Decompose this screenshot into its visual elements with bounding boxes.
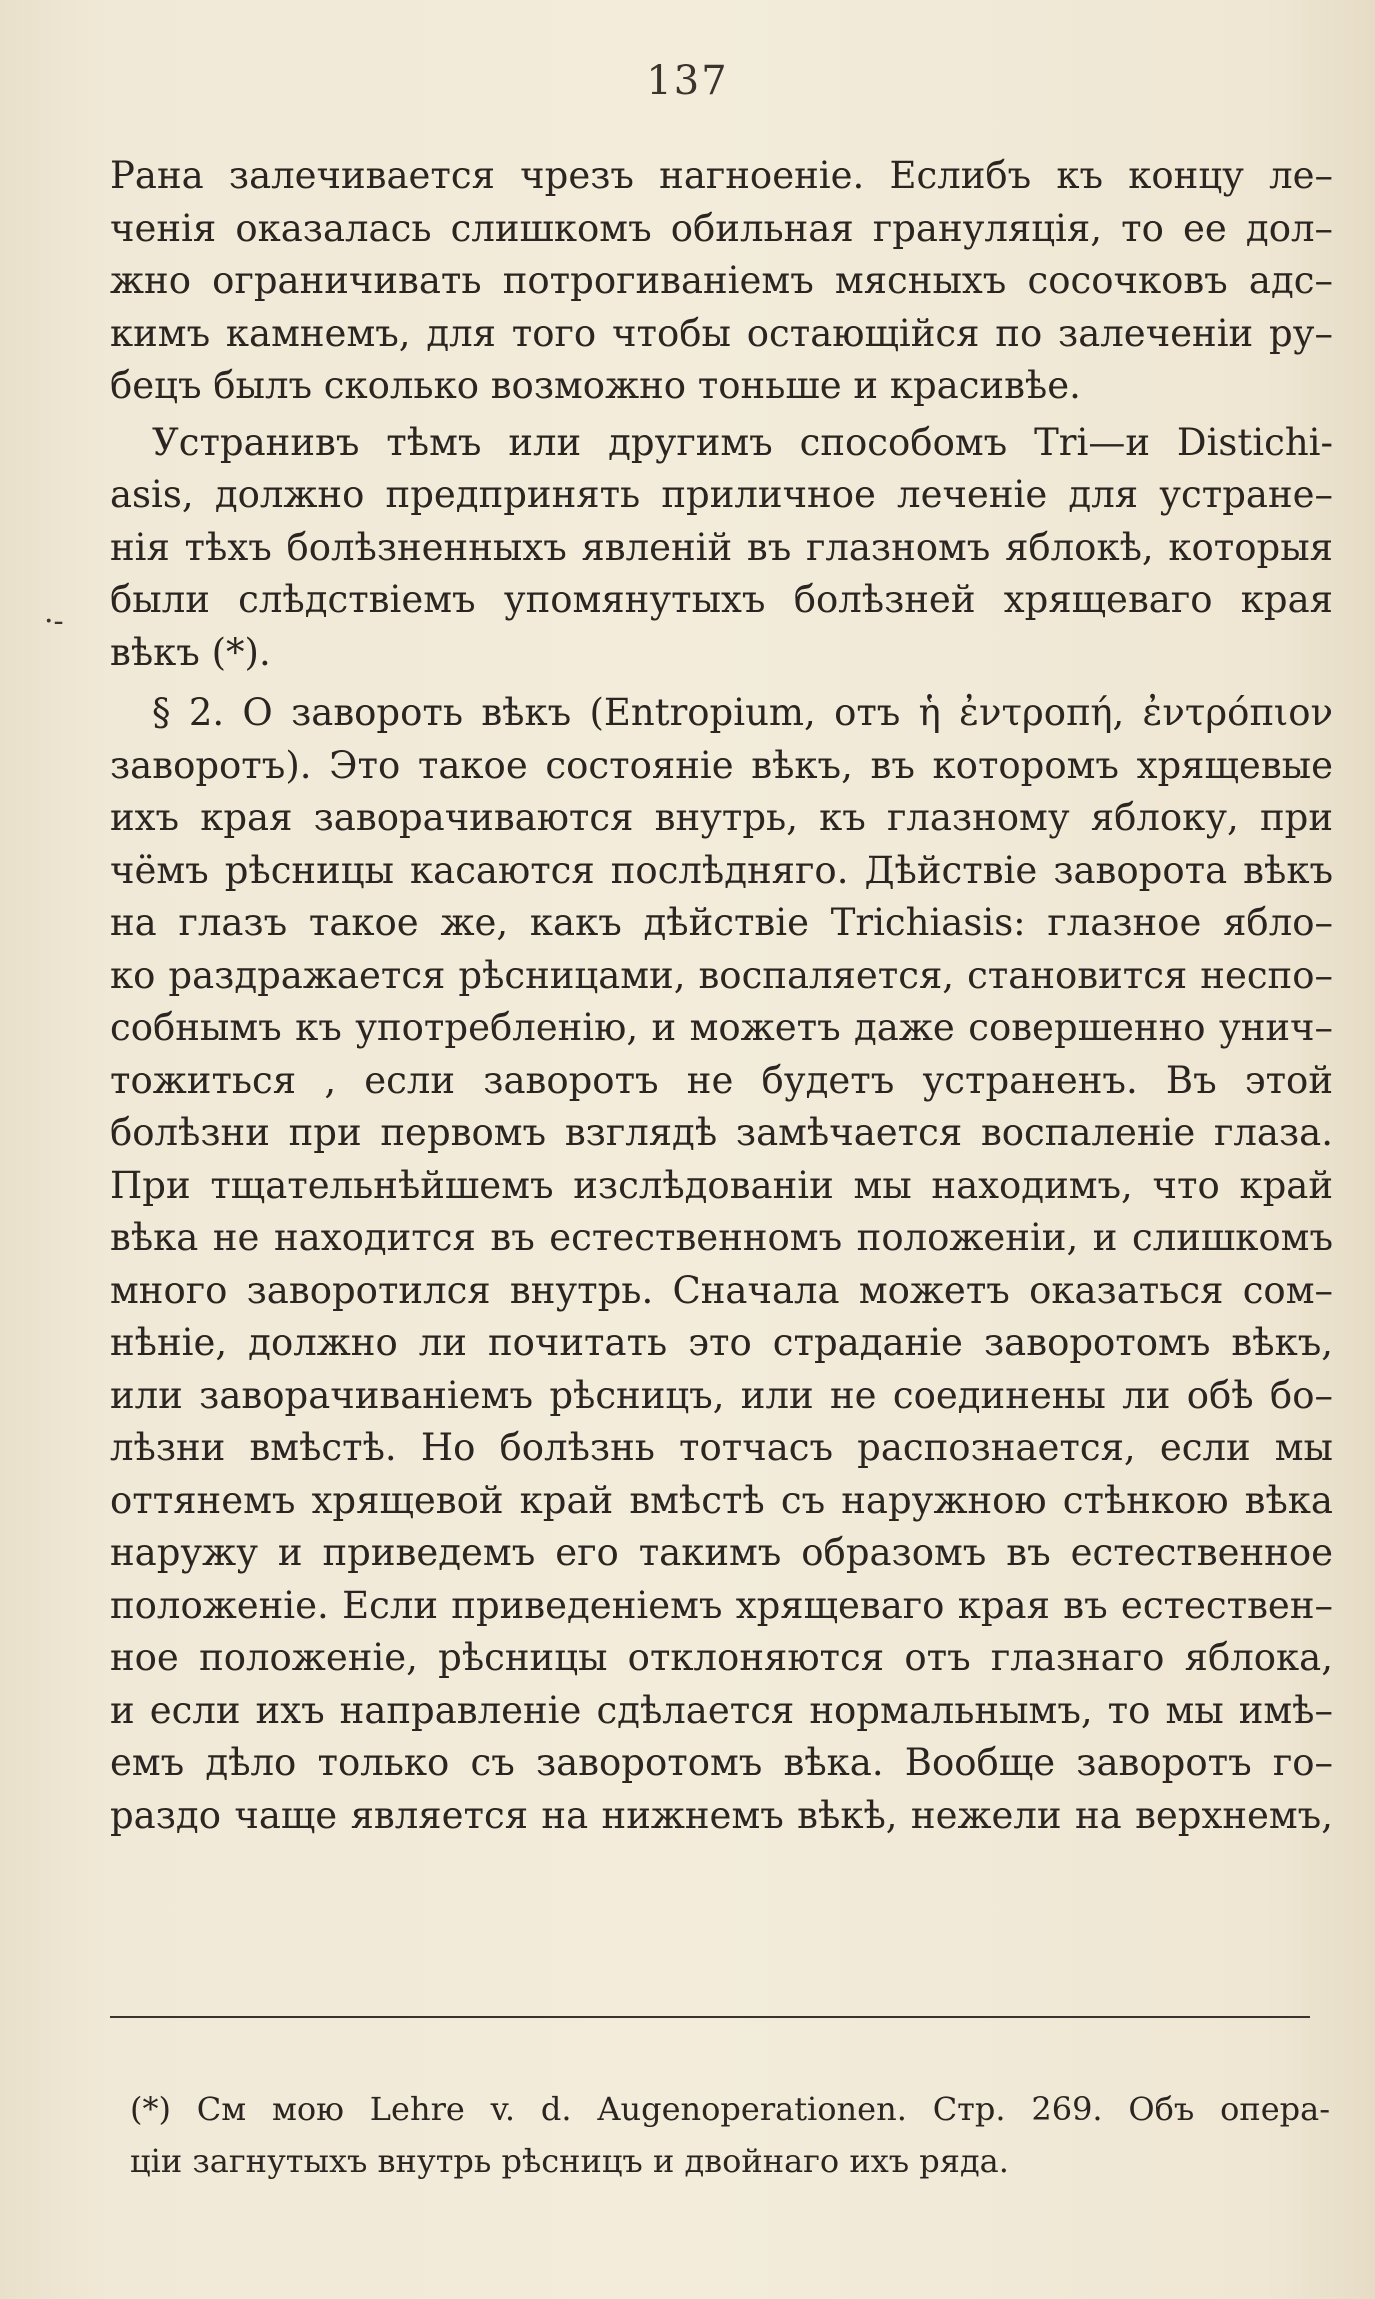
text-line: наружу и приведемъ его такимъ образомъ въ естественное <box>110 1531 1333 1574</box>
text-line: оттянемъ хрящевой край вмѣстѣ съ наружною стѣнкою вѣка <box>110 1478 1333 1522</box>
text-line: ихъ края заворачиваются внутрь, къ глазному яблоку, при <box>110 796 1333 839</box>
margin-mark: ·- <box>44 604 64 639</box>
text-line: лѣзни вмѣстѣ. Но болѣзнь тотчасъ распознается, если мы <box>110 1426 1333 1469</box>
footnote-line: (*) См мою Lehre v. d. Augenoperationen. Стр. 269. Объ опера- <box>130 2090 1330 2128</box>
text-line: собнымъ къ употребленію, и можетъ даже совершенно унич– <box>110 1006 1333 1049</box>
page-number: 137 <box>646 58 729 104</box>
text-line: ченія оказалась слишкомъ обильная грануляція, то ее дол– <box>110 206 1333 250</box>
text-line: емъ дѣло только съ заворотомъ вѣка. Вообще заворотъ го– <box>110 1741 1333 1784</box>
text-line: заворотъ). Это такое состояніе вѣкъ, въ которомъ хрящевые <box>110 743 1333 787</box>
text-line: положеніе. Если приведеніемъ хрящеваго края въ естествен– <box>110 1583 1333 1627</box>
text-line: вѣка не находится въ естественномъ положеніи, и слишкомъ <box>110 1216 1333 1259</box>
text-line: бецъ былъ сколько возможно тоньше и красивѣе. <box>110 364 1081 407</box>
text-line: и если ихъ направленіе сдѣлается нормальнымъ, то мы имѣ– <box>110 1688 1333 1732</box>
text-line: § 2. О завороть вѣкъ (Entropium, отъ ἡ ἐντροπή, ἐντρόπιον <box>152 691 1333 734</box>
footnote-line: ціи загнутыхъ внутрь рѣсницъ и двойнаго ихъ ряда. <box>130 2142 1009 2180</box>
text-line: чёмъ рѣсницы касаются послѣдняго. Дѣйствіе заворота вѣкъ <box>110 848 1333 892</box>
footnote-rule <box>110 2016 1310 2018</box>
text-line: на глазъ такое же, какъ дѣйствіе Trichiasis: глазное ябло– <box>110 901 1333 944</box>
text-line: кимъ камнемъ, для того чтобы остающійся по залеченіи ру– <box>110 311 1333 355</box>
text-line: жно ограничивать потрогиваніемъ мясныхъ сосочковъ адс– <box>110 259 1333 302</box>
text-line: были слѣдствіемъ упомянутыхъ болѣзней хрящеваго края <box>110 578 1333 621</box>
text-line: Устранивъ тѣмъ или другимъ способомъ Tri—и Distichi- <box>152 420 1333 464</box>
text-line: нія тѣхъ болѣзненныхъ явленій въ глазномъ яблокѣ, которыя <box>110 525 1333 569</box>
text-line: Рана залечивается чрезъ нагноеніе. Еслибъ къ концу ле– <box>110 154 1333 197</box>
text-line: тожиться , если заворотъ не будетъ устраненъ. Въ этой <box>110 1058 1333 1102</box>
text-line: вѣкъ (*). <box>110 630 271 674</box>
text-line: ко раздражается рѣсницами, воспаляется, становится неспо– <box>110 953 1333 997</box>
text-line: нѣніе, должно ли почитать это страданіе заворотомъ вѣкъ, <box>110 1321 1333 1364</box>
text-line: ное положеніе, рѣсницы отклоняются отъ глазнаго яблока, <box>110 1636 1333 1679</box>
text-line: При тщательнѣйшемъ изслѣдованіи мы находимъ, что край <box>110 1163 1333 1207</box>
text-line: раздо чаще является на нижнемъ вѣкѣ, нежели на верхнемъ, <box>110 1793 1333 1837</box>
text-line: много заворотился внутрь. Сначала можетъ оказаться сом– <box>110 1268 1333 1312</box>
text-line: болѣзни при первомъ взглядѣ замѣчается воспаленіе глаза. <box>110 1111 1333 1154</box>
text-line: или заворачиваніемъ рѣсницъ, или не соединены ли обѣ бо– <box>110 1373 1333 1417</box>
text-line: asis, должно предпринять приличное леченіе для устране– <box>110 473 1333 516</box>
